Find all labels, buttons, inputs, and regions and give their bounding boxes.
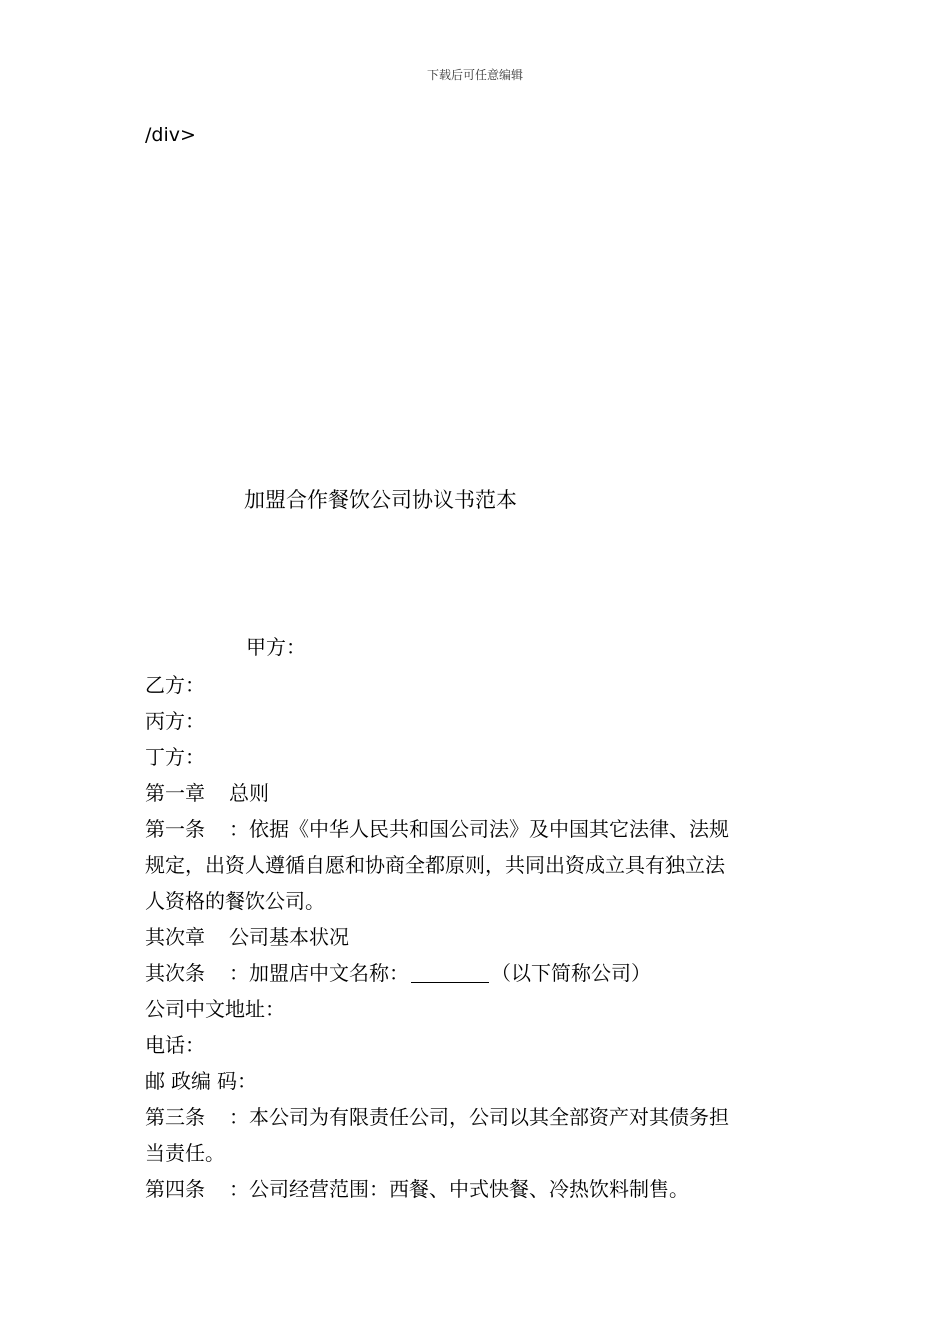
postcode-part-3: 码： [217,1069,257,1093]
party-d-label: 丁方： [145,745,205,769]
company-postcode-label [145,1063,810,1099]
company-address-label: 公司中文地址： [145,997,285,1021]
article-4-text: ：公司经营范围：西餐、中式快餐、冷热饮料制售。 [229,1177,689,1201]
article-1-line-3: 人资格的餐饮公司。 [145,889,325,913]
article-2-label: 其次条 [145,961,205,985]
article-3-label: 第三条 [145,1105,205,1129]
article-2-line [145,955,810,991]
chapter-1-heading [145,775,810,811]
store-name-blank [411,960,489,983]
postcode-part-1: 邮 [145,1069,165,1093]
party-a-label: 甲方： [246,635,306,659]
chapter-1-label: 第一章 [145,781,205,805]
party-b-label: 乙方： [145,673,205,697]
document-title: 加盟合作餐饮公司协议书范本 [244,488,517,512]
chapter-1-name: 总则 [229,781,269,805]
article-2-text: ：加盟店中文名称： [229,961,409,985]
company-phone-label: 电话： [145,1033,205,1057]
article-4-label: 第四条 [145,1177,205,1201]
article-3-line-2: 当责任。 [145,1141,225,1165]
article-1-line-2: 规定，出资人遵循自愿和协商全都原则，共同出资成立具有独立法 [145,853,725,877]
article-4-line [145,1171,810,1207]
chapter-2-heading [145,919,810,955]
article-1-label: 第一条 [145,817,205,841]
page-header-note: 下载后可任意编辑 [426,68,523,82]
article-2-suffix: （以下简称公司） [491,961,651,985]
article-1-line-1 [145,811,810,847]
chapter-2-label: 其次章 [145,925,205,949]
party-c-label: 丙方： [145,709,205,733]
stray-markup-text: /div> [145,124,196,146]
article-1-text-1: ：依据《中华人民共和国公司法》及中国其它法律、法规 [229,817,729,841]
article-3-line-1 [145,1099,810,1135]
chapter-2-name: 公司基本状况 [229,925,349,949]
document-body [145,667,810,1207]
article-3-text-1: ：本公司为有限责任公司，公司以其全部资产对其债务担 [229,1105,729,1129]
postcode-part-2: 政编 [171,1069,211,1093]
